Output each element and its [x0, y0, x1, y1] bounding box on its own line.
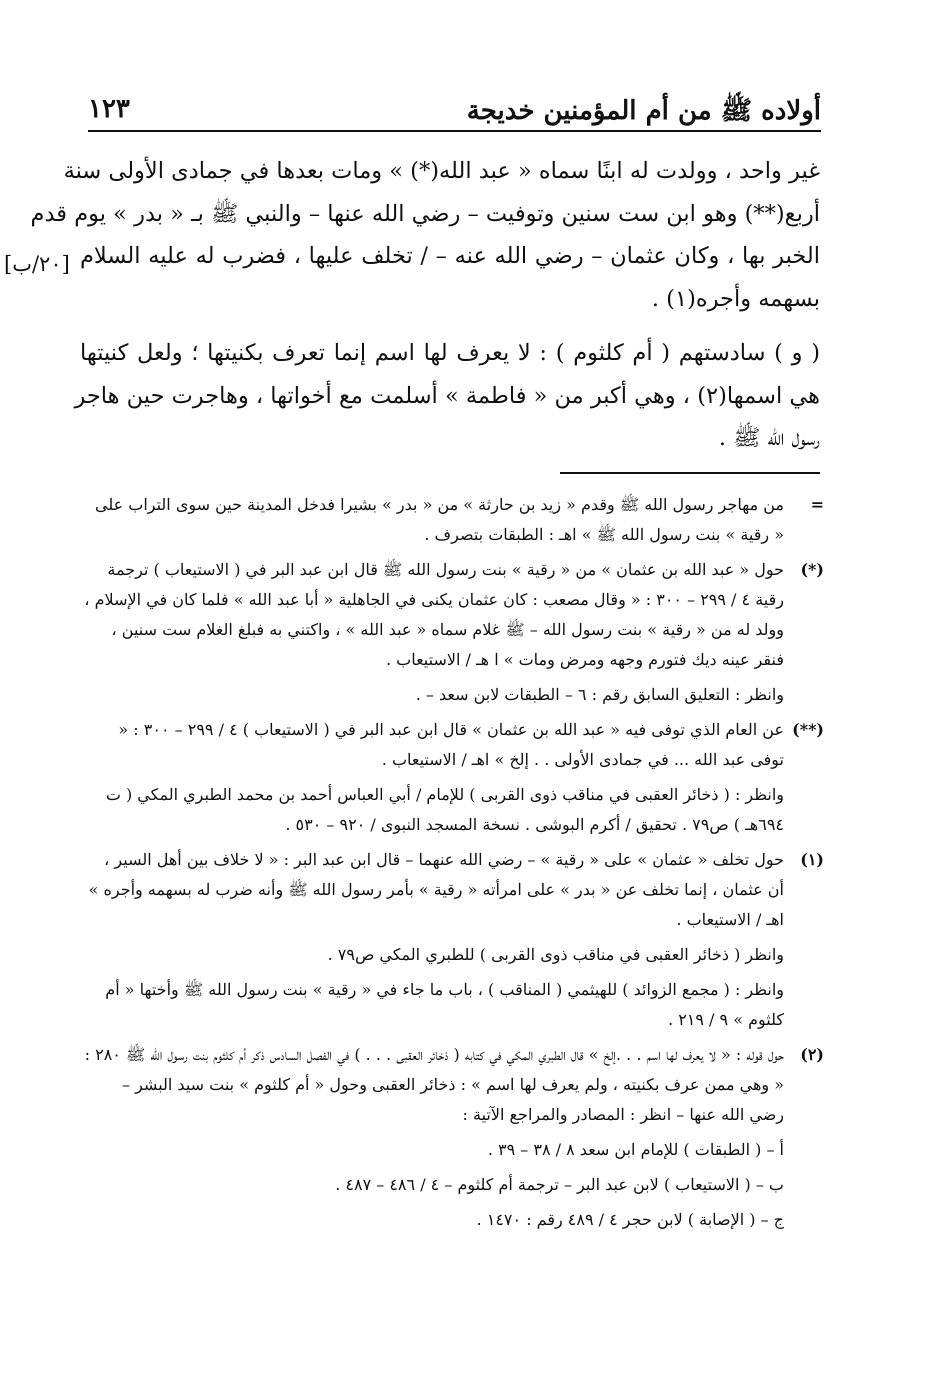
page-number: ١٢٣ [88, 94, 130, 124]
text-line: غير واحد ، وولدت له ابنًا سماه « عبد الله(*) » ومات بعدها في جمادى الأولى سنة [63, 158, 820, 184]
footnote-text: حول تخلف « عثمان » على « رقية » – رضي الله عنهما – قال ابن عبد البر : « لا خلاف بين أهل السير ، أن عثمان ، إنما تخلف عن « بدر » على امرأته « رقية » بأمر رسول الله ﷺ وأنه ضرب له بسهمه وأجره » اهـ / الاستيعاب . [88, 850, 784, 929]
text-line: هي اسمها(٢) ، وهي أكبر من « فاطمة » أسلمت مع أخواتها ، وهاجرت حين هاجر [74, 382, 820, 409]
footnotes [84, 490, 824, 1240]
footnote-subnote: وانظر : التعليق السابق رقم : ٦ – الطبقات لابن سعد – . [415, 685, 784, 704]
footnote-subnote: وانظر ( ذخائر العقبى في مناقب ذوى القربى ) للطبري المكي ص٧٩ . [327, 945, 784, 964]
footnote-subnote: وانظر : ( ذخائر العقبى في مناقب ذوى القربى ) للإمام / أبي العباس أحمد بن محمد الطبري المكي ( ت ٦٩٤هـ ) ص٧٩ . تحقيق / أكرم البوشى . نسخة المسجد النبوى / ٩٢٠ – ٥٣٠ . [105, 785, 784, 834]
footnote-text: عن العام الذي توفى فيه « عبد الله بن عثمان » قال ابن عبد البر في ( الاستيعاب ) ٤ / ٢٩٩ – ٣٠٠ : « توفى عبد الله ... في جمادى الأولى . . إلخ » اهـ / الاستيعاب . [118, 720, 784, 769]
footnote-2 [84, 1040, 824, 1130]
footnote-double-star [84, 715, 824, 775]
reference-item: أ – ( الطبقات ) للإمام ابن سعد ٨ / ٣٨ – ٣٩ . [487, 1140, 784, 1159]
footnote-text: من مهاجر رسول الله ﷺ وقدم « زيد بن حارثة » من « بدر » بشيرا فدخل المدينة حين سوى التراب على « رقية » بنت رسول الله ﷺ » اهـ : الطبقات بتصرف . [94, 495, 784, 544]
reference-item: ج – ( الإصابة ) لابن حجر ٤ / ٤٨٩ رقم : ١٤٧٠ . [476, 1210, 784, 1229]
footnote-text: حول قوله : « لا يعرف لها اسم . . .إلخ » قال الطبري المكي في كتابه ( ذخائر العقبى . . . ) في الفصل السادس ذكر أم كلثوم بنت رسول الله ﷺ ٢٨٠ : « وهي ممن عرف بكنيته ، ولم يعرف لها اسم » : ذخائر العقبى وحول « أم كلثوم » بنت سيد البشر – رضي الله عنها – انظر : المصادر والمراجع الآتية : [84, 1045, 784, 1124]
text-line: بسهمه وأجره(١) . [651, 285, 820, 312]
text-line: أربع(**) وهو ابن ست سنين وتوفيت – رضي الله عنها – والنبي ﷺ بـ « بدر » يوم قدم [30, 200, 820, 227]
page-header [88, 90, 821, 132]
paragraph-umm-kulthum [74, 332, 820, 460]
footnote-separator [560, 472, 820, 474]
footnote-mark: (**) [792, 720, 824, 739]
footnote-continued [84, 490, 824, 550]
footnote-subnote: وانظر : ( مجمع الزوائد ) للهيثمي ( المناقب ) ، باب ما جاء في « رقية » بنت رسول الله ﷺ وأختها « أم كلثوم » ٩ / ٢١٩ . [105, 980, 784, 1029]
text-line: ( و ) سادستهم ( أم كلثوم ) : لا يعرف لها اسم إنما تعرف بكنيتها ؛ ولعل كنيتها [80, 340, 820, 366]
footnote-star [84, 555, 824, 675]
running-title: أولاده ﷺ من أم المؤمنين خديجة [466, 96, 821, 126]
reference-item: ب – ( الاستيعاب ) لابن عبد البر – ترجمة أم كلثوم – ٤ / ٤٨٦ – ٤٨٧ . [335, 1175, 784, 1194]
footnote-1 [84, 845, 824, 935]
footnote-mark: (*) [800, 560, 824, 579]
footnote-text: حول « عبد الله بن عثمان » من « رقية » بنت رسول الله ﷺ قال ابن عبد البر في ( الاستيعاب ) ترجمة رقية ٤ / ٢٩٩ – ٣٠٠ : « وقال مصعب : كان عثمان يكنى في الجاهلية « أبا عبد الله » فلما كان في الإسلام ، وولد له من « رقية » بنت رسول الله – ﷺ غلام سماه « عبد الله » ، واكتني به فبلغ الغلام ست سنين ، فنقر عينه ديك فتورم وجهه ومرض ومات » ا هـ / الاستيعاب . [84, 560, 784, 669]
footnote-mark: = [810, 495, 824, 514]
footnote-mark: (١) [800, 850, 824, 869]
manuscript-folio-note: [٢٠/ب] [4, 252, 70, 276]
text-line: رسول الله ﷺ . [718, 425, 820, 451]
footnote-mark: (٢) [800, 1045, 824, 1064]
text-line: الخبر بها ، وكان عثمان – رضي الله عنه – / تخلف عليها ، فضرب له عليه السلام [80, 243, 820, 269]
